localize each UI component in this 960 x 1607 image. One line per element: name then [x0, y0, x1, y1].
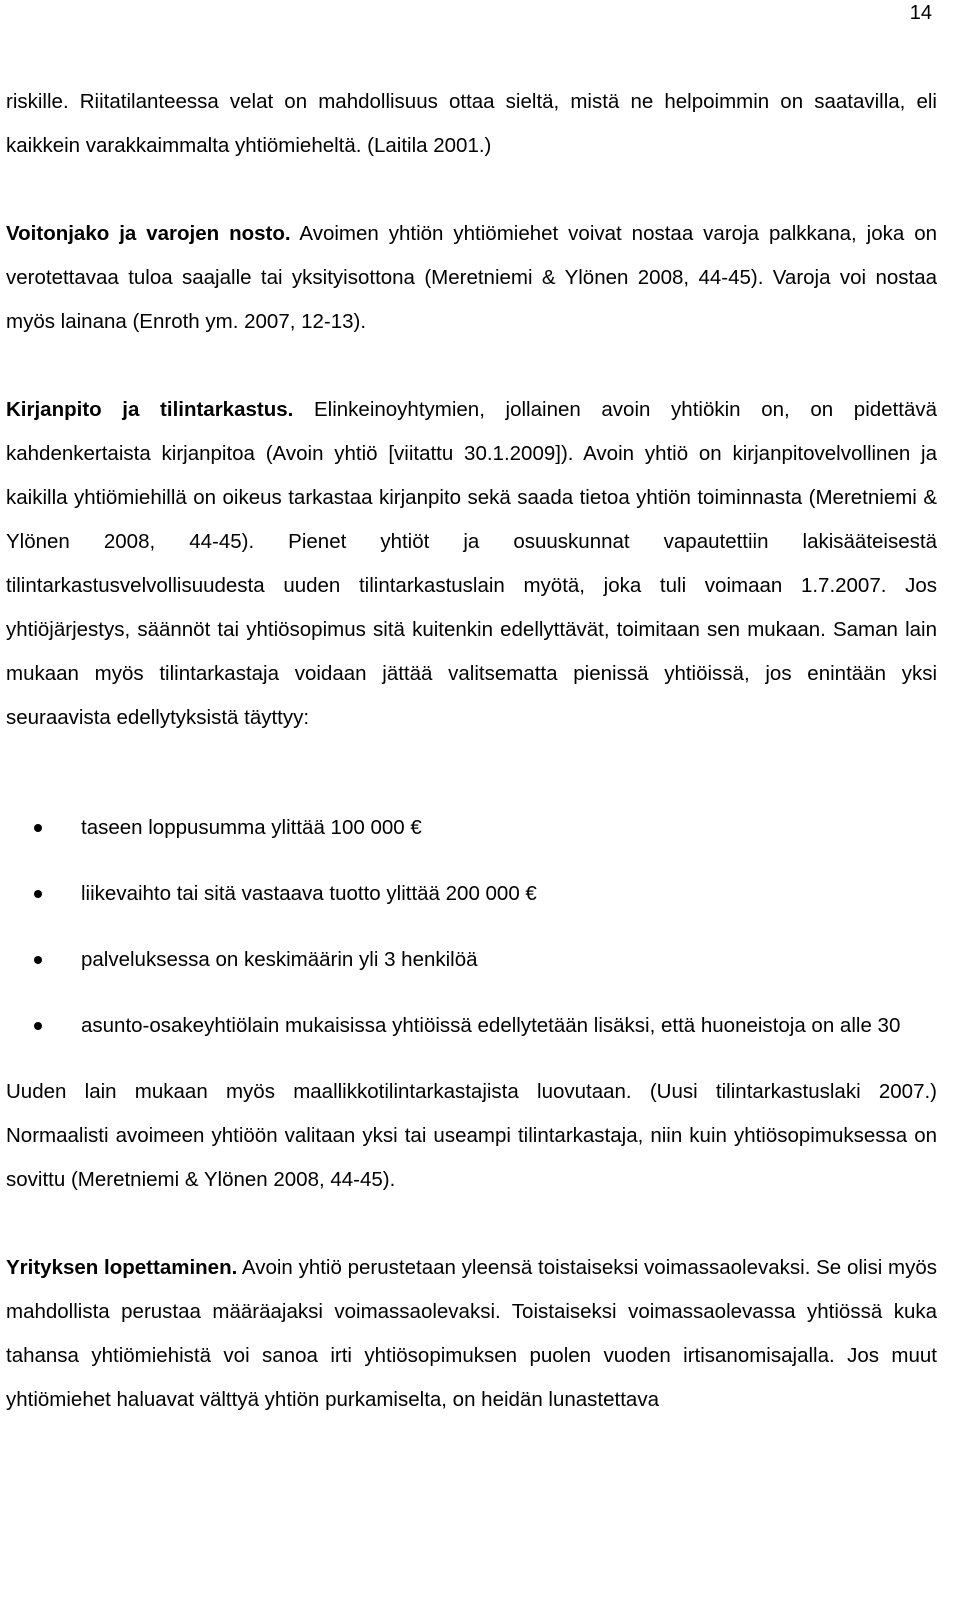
paragraph-voitonjako-text: Avoimen yhtiön yhtiömiehet voivat nostaa varoja palkkana, joka on verotettavaa tuloa saajalle tai yksityisottona (Meretniemi & Ylönen 2008, 44-45). Varoja voi nostaa myös lainana (Enroth ym. 2007, 12-13). [6, 222, 938, 333]
paragraph-lopettaminen [6, 1246, 937, 1422]
paragraph-voitonjako [6, 212, 937, 344]
paragraph-kirjanpito-text: Elinkeinoyhtymien, jollainen avoin yhtiökin on, on pidettävä kahdenkertaista kirjanpitoa (Avoin yhtiö [viitattu 30.1.2009]). Avoin yhtiö on kirjanpitovelvollinen ja kaikilla yhtiömiehillä on oikeus tarkastaa kirjanpito sekä saada tietoa yhtiön toiminnasta (Meretniemi & Ylönen 2008, 44-45). Pienet yhtiöt ja osuuskunnat vapautettiin lakisääteisestä tilintarkastusvelvollisuudesta uuden tilintarkastuslain myötä, joka tuli voimaan 1.7.2007. Jos yhtiöjärjestys, säännöt tai yhtiösopimus sitä kuitenkin edellyttävät, toimitaan sen mukaan. Saman lain mukaan myös tilintarkastaja voidaan jättää valitsematta pienissä yhtiöissä, jos enintään yksi seuraavista edellytyksistä täyttyy: [6, 398, 937, 729]
document-body [6, 80, 937, 1422]
list-item: liikevaihto tai sitä vastaava tuotto ylittää 200 000 € [6, 872, 937, 916]
list-item: taseen loppusumma ylittää 100 000 € [6, 806, 937, 850]
list-item: asunto-osakeyhtiölain mukaisissa yhtiöissä edellytetään lisäksi, että huoneistoja on alle 30 [6, 1004, 937, 1048]
page-number: 14 [909, 2, 932, 24]
section-heading-kirjanpito: Kirjanpito ja tilintarkastus. [6, 398, 294, 421]
bullet-icon [34, 824, 42, 832]
section-heading-lopettaminen: Yrityksen lopettaminen. [6, 1256, 238, 1279]
paragraph-lopettaminen-text: Avoin yhtiö perustetaan yleensä toistaiseksi voimassaolevaksi. Se olisi myös mahdollista perustaa määräajaksi voimassaolevaksi. Toistaiseksi voimassaolevassa yhtiössä kuka tahansa yhtiömiehistä voi sanoa irti yhtiösopimuksen puolen vuoden irtisanomisajalla. Jos muut yhtiömiehet haluavat välttyä yhtiön purkamiselta, on heidän lunastettava [6, 1256, 937, 1411]
bullet-icon [34, 956, 42, 964]
bullet-icon [34, 890, 42, 898]
paragraph-kirjanpito [6, 388, 937, 740]
conditions-list [6, 806, 937, 1048]
list-item: palveluksessa on keskimäärin yli 3 henkilöä [6, 938, 937, 982]
bullet-icon [34, 1022, 42, 1030]
paragraph-riitatilanne: riskille. Riitatilanteessa velat on mahdollisuus ottaa sieltä, mistä ne helpoimmin on saatavilla, eli kaikkein varakkaimmalta yhtiömieheltä. (Laitila 2001.) [6, 90, 937, 157]
section-heading-voitonjako: Voitonjako ja varojen nosto. [6, 222, 291, 245]
paragraph-maallikko: Uuden lain mukaan myös maallikkotilintarkastajista luovutaan. (Uusi tilintarkastuslaki 2007.) Normaalisti avoimeen yhtiöön valitaan yksi tai useampi tilintarkastaja, niin kuin yhtiösopimuksessa on sovittu (Meretniemi & Ylönen 2008, 44-45). [6, 1080, 937, 1191]
